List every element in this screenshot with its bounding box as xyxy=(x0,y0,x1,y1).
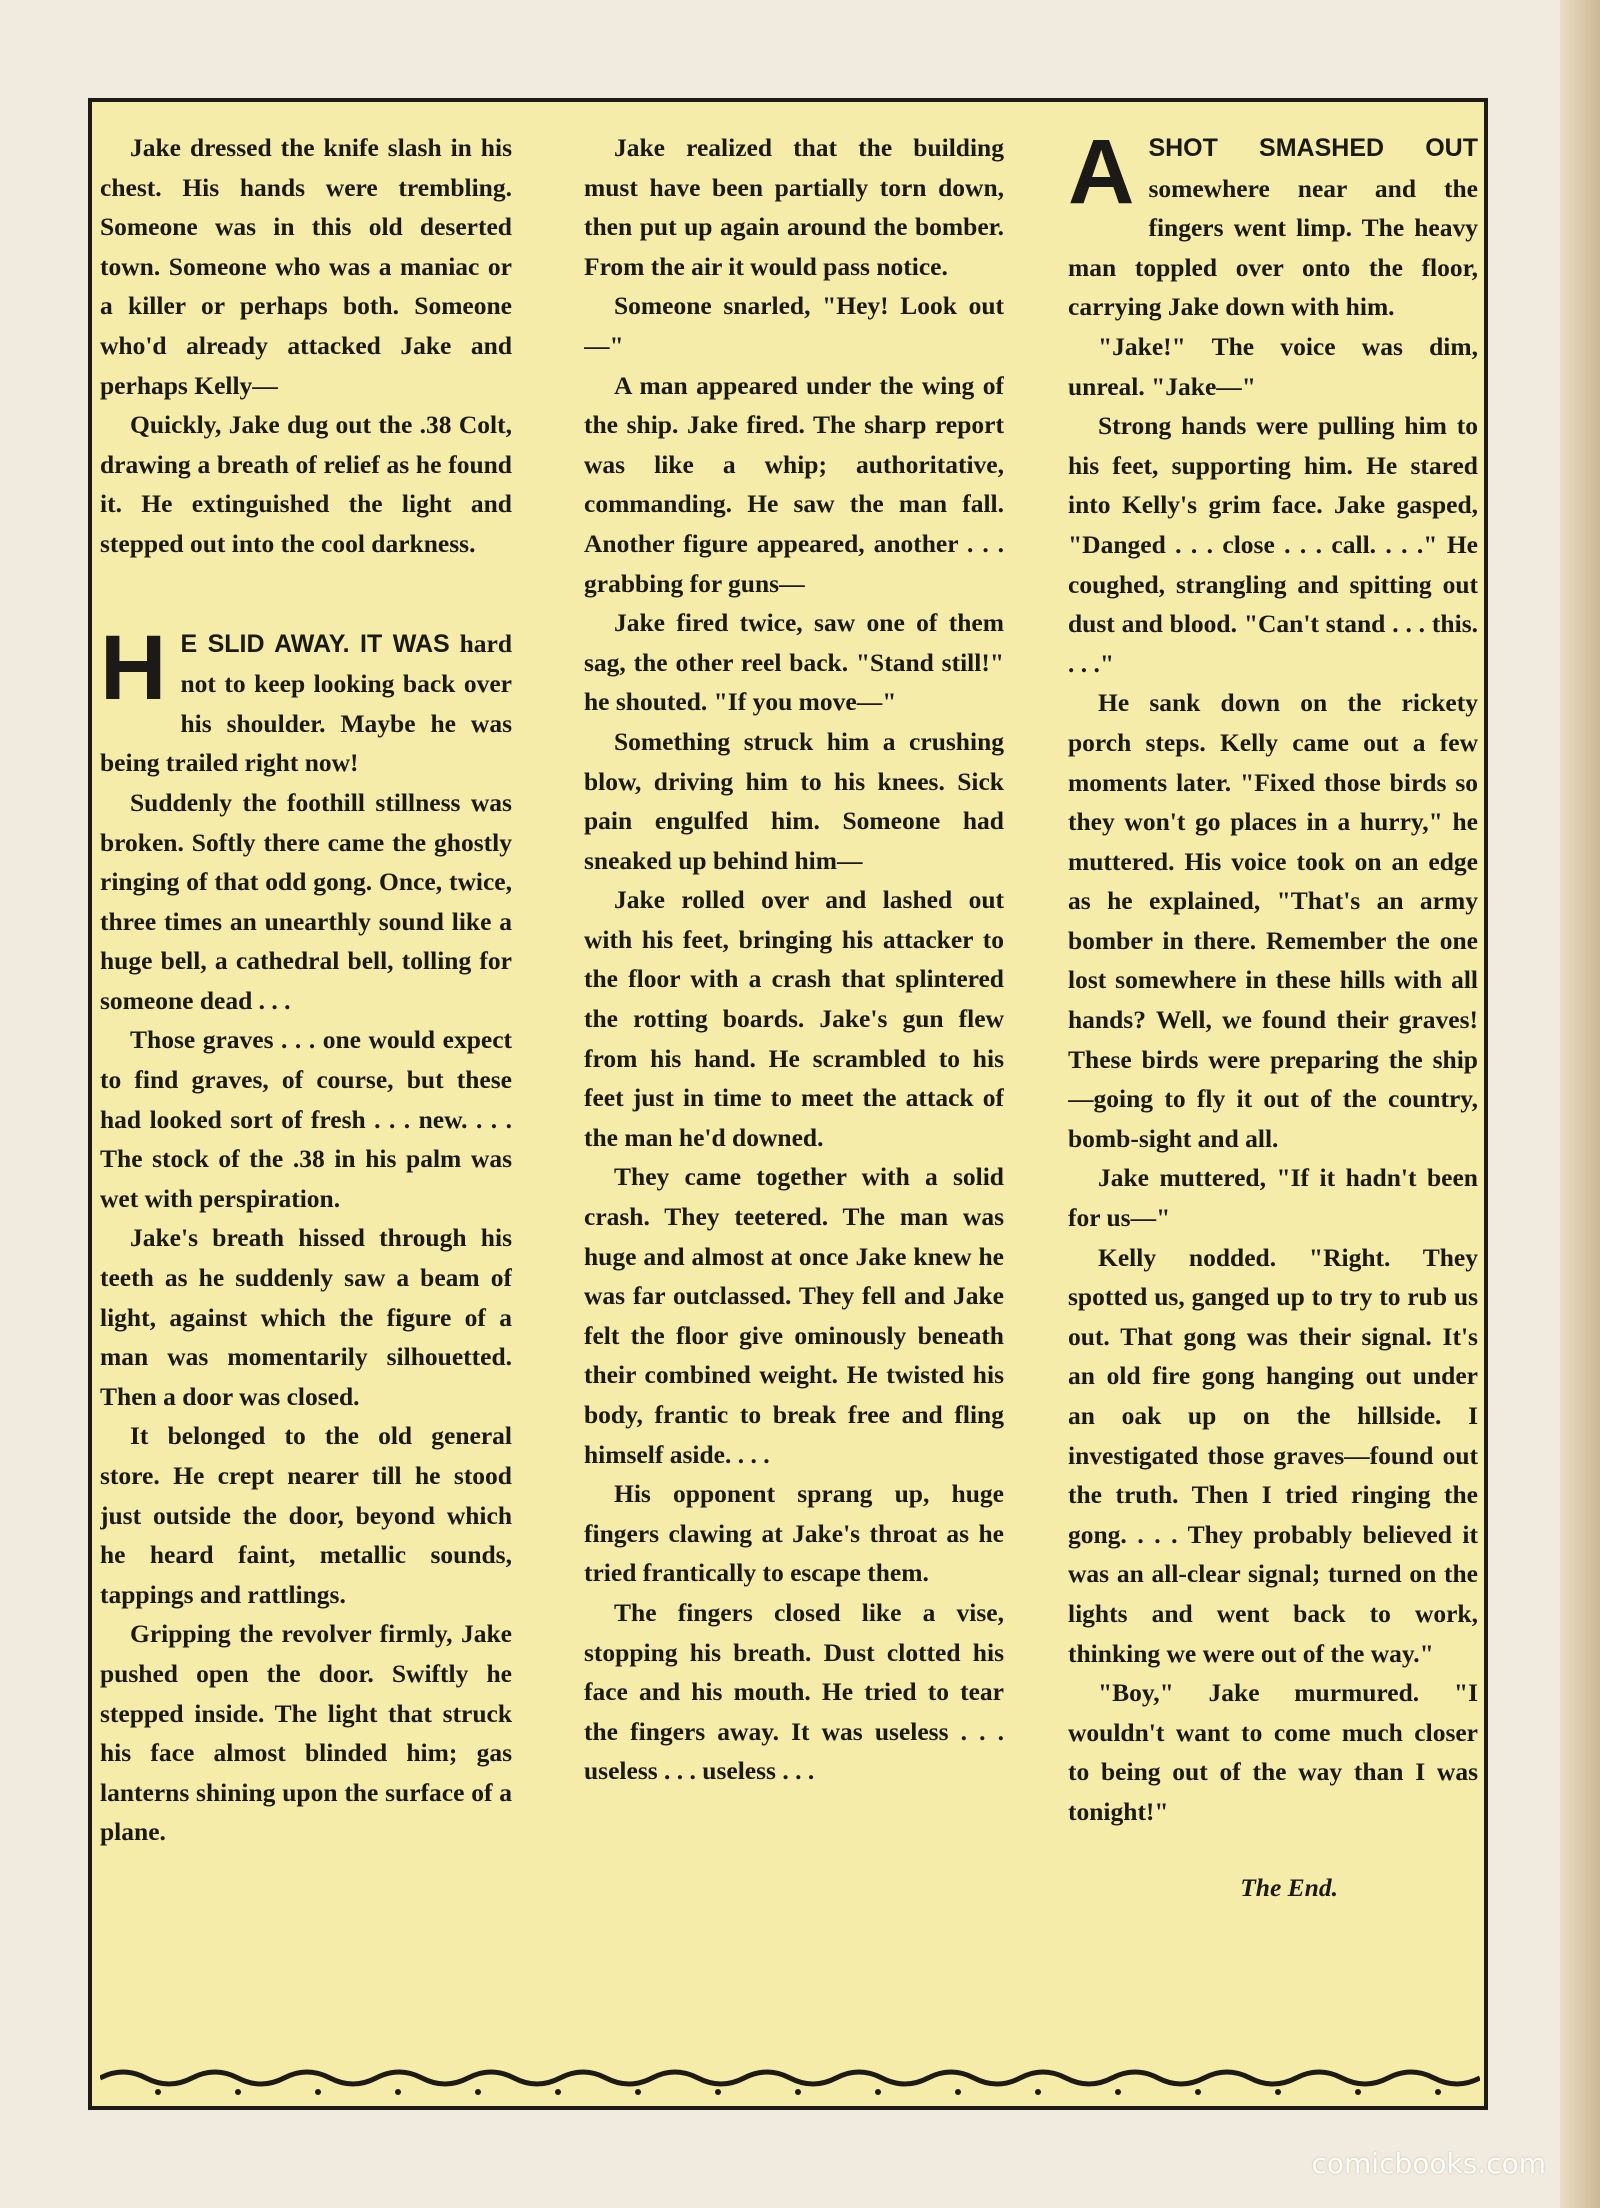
text-column-1 xyxy=(100,128,512,2028)
paragraph: Gripping the revolver firmly, Jake pushed open the door. Swiftly he stepped inside. The light that struck his face almost blinded him; gas lanterns shining upon the surface of a plane. xyxy=(100,1619,512,1847)
story-text-panel xyxy=(88,98,1488,2110)
section-lead-text: somewhere near and the fingers went limp. The heavy man toppled over onto the floor, carrying Jake down with him. xyxy=(1068,173,1478,322)
paragraph: A man appeared under the wing of the ship. Jake fired. The sharp report was like a whip; authoritative, commanding. He saw the man fall. Another figure appeared, another . . . grabbing for guns— xyxy=(584,370,1004,598)
paragraph: Something struck him a crushing blow, driving him to his knees. Sick pain engulfed him. Someone had sneaked up behind him— xyxy=(584,726,1004,875)
drop-cap: H xyxy=(100,616,167,719)
paragraph: His opponent sprang up, huge fingers clawing at Jake's throat as he tried frantically to escape them. xyxy=(584,1479,1004,1588)
section-opening-paragraph xyxy=(100,616,512,783)
paragraph: He sank down on the rickety porch steps. Kelly came out a few moments later. "Fixed those birds so they won't go places in a hurry," he muttered. His voice took on an edge as he explained, "That's an army bomber in there. Remember the one lost somewhere in these hills with all hands? Well, we found their graves! These birds were preparing the ship—going to fly it out of the country, bomb-sight and all. xyxy=(1068,688,1478,1153)
paragraph: Someone snarled, "Hey! Look out—" xyxy=(584,291,1004,360)
paragraph: Quickly, Jake dug out the .38 Colt, drawing a breath of relief as he found it. He extinguished the light and stepped out into the cool darkness. xyxy=(100,410,512,558)
paragraph: Jake rolled over and lashed out with his feet, bringing his attacker to the floor with a crash that splintered the rotting boards. Jake's gun flew from his hand. He scrambled to his feet just in time to meet the attack of the man he'd downed. xyxy=(584,885,1004,1152)
section-opening-paragraph xyxy=(1068,128,1478,327)
paragraph: Strong hands were pulling him to his feet, supporting him. He stared into Kelly's grim face. Jake gasped, "Danged . . . close . . . call. . . ." He coughed, strangling and spitting out dust and blood. "Can't stand . . . this. . . ." xyxy=(1068,411,1478,678)
paragraph: Kelly nodded. "Right. They spotted us, ganged up to try to rub us out. That gong was their signal. It's an old fire gong hanging out under an oak up on the hillside. I investigated those graves—found out the truth. Then I tried ringing the gong. . . . They probably believed it was an all-clear signal; turned on the lights and went back to work, thinking we were out of the way." xyxy=(1068,1242,1478,1668)
the-end-label: The End. xyxy=(1240,1872,1338,1902)
section-lead-caps: E SLID AWAY. IT WAS xyxy=(180,629,450,658)
watermark-text: comicbooks.com xyxy=(1311,2147,1546,2180)
paragraph: Jake realized that the building must have been partially torn down, then put up again around the bomber. From the air it would pass notice. xyxy=(584,133,1004,281)
section-lead-text: hard not to keep looking back over his shoulder. Maybe he was being trailed right now! xyxy=(100,628,512,778)
paragraph: Those graves . . . one would expect to find graves, of course, but these had looked sort of fresh . . . new. . . . The stock of the .38 in his palm was wet with perspiration. xyxy=(100,1025,512,1213)
section-break xyxy=(100,616,512,783)
section-lead-caps: SHOT SMASHED OUT xyxy=(1148,134,1478,162)
paragraph: "Jake!" The voice was dim, unreal. "Jake—" xyxy=(1068,331,1478,401)
paragraph: Jake's breath hissed through his teeth as he suddenly saw a beam of light, against which the figure of a man was momentarily silhouetted. Then a door was closed. xyxy=(100,1223,512,1411)
paragraph: Jake muttered, "If it hadn't been for us—" xyxy=(1068,1163,1478,1233)
text-column-2 xyxy=(584,128,1004,2028)
drop-cap: A xyxy=(1068,128,1135,223)
paragraph: "Boy," Jake murmured. "I wouldn't want to come much closer to being out of the way than I was tonight!" xyxy=(1068,1678,1478,1826)
paragraph: The fingers closed like a vise, stopping his breath. Dust clotted his face and his mouth. He tried to tear the fingers away. It was useless . . . useless . . . useless . . . xyxy=(584,1597,1004,1786)
text-column-3 xyxy=(1068,128,1478,2028)
paragraph: Jake fired twice, saw one of them sag, the other reel back. "Stand still!" he shouted. "If you move—" xyxy=(584,608,1004,717)
decorative-wave-border xyxy=(100,2058,1480,2098)
paragraph: They came together with a solid crash. They teetered. The man was huge and almost at once Jake knew he was far outclassed. They fell and Jake felt the floor give ominously beneath their combined weight. He twisted his body, frantic to break free and fling himself aside. . . . xyxy=(584,1162,1004,1469)
paragraph: Suddenly the foothill stillness was broken. Softly there came the ghostly ringing of that odd gong. Once, twice, three times an unearthly sound like a huge bell, a cathedral bell, tolling for someone dead . . . xyxy=(100,787,512,1015)
paragraph: Jake dressed the knife slash in his chest. His hands were trembling. Someone was in this old deserted town. Someone who was a maniac or a killer or perhaps both. Someone who'd already attacked Jake and perhaps Kelly— xyxy=(100,133,512,400)
page-edge xyxy=(1560,0,1600,2208)
paragraph: It belonged to the old general store. He crept nearer till he stood just outside the door, beyond which he heard faint, metallic sounds, tappings and rattlings. xyxy=(100,1421,512,1609)
